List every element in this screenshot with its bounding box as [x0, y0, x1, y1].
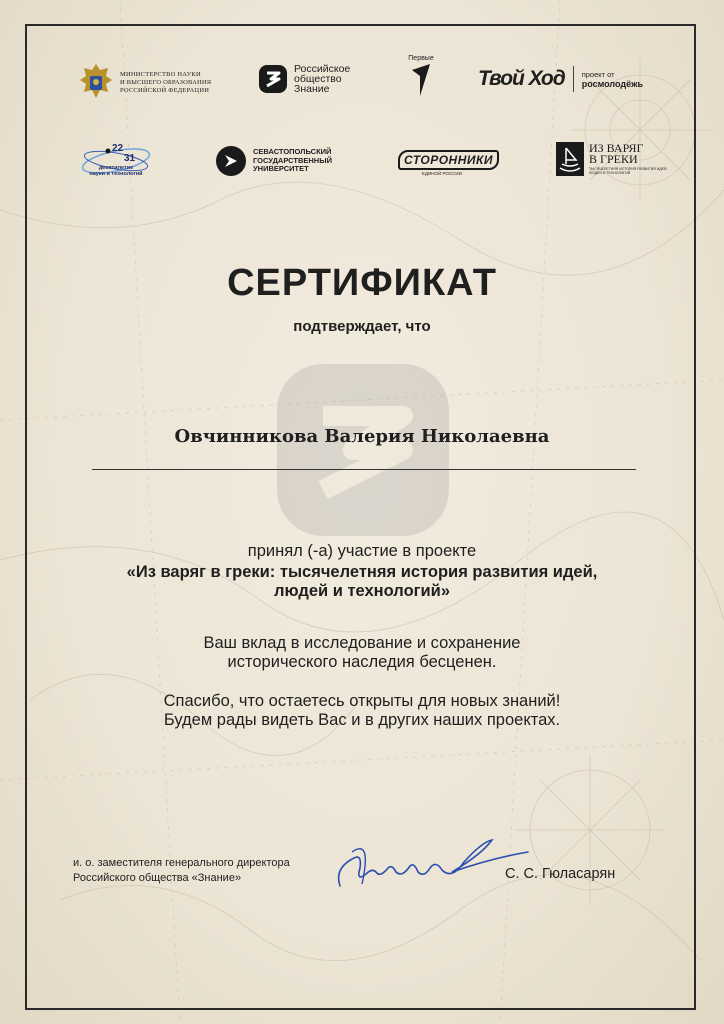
signatory-position-line2: Российского общества «Знание» — [73, 872, 242, 884]
signatory-position-line1: и. о. заместителя генерального директора — [73, 857, 290, 869]
ship-icon — [556, 142, 584, 176]
ministry-name: МИНИСТЕРСТВО НАУКИ И ВЫСШЕГО ОБРАЗОВАНИЯ РОССИЙСКОЙ ФЕДЕРАЦИИ — [120, 71, 212, 94]
varyag-title: ИЗ ВАРЯГ В ГРЕКИ — [589, 141, 644, 166]
znanie-icon — [258, 64, 288, 94]
storonniki-logo — [398, 150, 499, 176]
thanks-line2: Будем рады видеть Вас и в других наших проектах. — [163, 711, 561, 729]
pervye-label: Первые — [408, 55, 434, 62]
rosmolodezh-name: росмолодёжь — [581, 78, 644, 89]
contribution-line1: Ваш вклад в исследование и сохранение — [203, 634, 521, 652]
decade-number-top: 22 — [112, 143, 124, 154]
decade-logo — [80, 141, 152, 183]
participation-text: принял (-а) участие в проекте — [247, 542, 477, 560]
signer-name: С. С. Гюласарян — [505, 866, 616, 882]
decade-number-bottom: 31 — [124, 153, 136, 164]
ministry-logo — [78, 60, 211, 106]
certificate-title: СЕРТИФИКАТ — [227, 262, 497, 304]
varyag-logo — [556, 142, 668, 176]
name-underline — [92, 469, 636, 470]
sevgu-icon — [215, 145, 247, 177]
znanie-name: Российское общество Знание — [294, 63, 351, 95]
pervye-logo — [408, 55, 434, 98]
storonniki-subtext: ЕДИНОЙ РОССИИ — [422, 171, 462, 176]
certificate-subtitle: подтверждает, что — [293, 318, 431, 335]
storonniki-text: СТОРОННИКИ — [398, 150, 499, 170]
signatory-position — [73, 856, 290, 886]
sevgu-logo — [215, 145, 332, 177]
project-title-line1: «Из варяг в греки: тысячелетняя история развития идей, — [126, 563, 598, 581]
recipient-name: Овчинникова Валерия Николаевна — [174, 426, 550, 447]
coat-of-arms-icon — [78, 60, 114, 106]
sevgu-name: СЕВАСТОПОЛЬСКИЙ ГОСУДАРСТВЕННЫЙ УНИВЕРСИТЕТ — [253, 147, 332, 174]
handwritten-signature — [332, 828, 532, 898]
tvoy-hod-text: Твой Ход — [478, 67, 565, 90]
rosmolodezh-caption: проект от — [581, 69, 615, 79]
varyag-subtitle: ТЫСЯЧЕЛЕТНЯЯ ИСТОРИЯ РАЗВИТИЯ ИДЕЙ, ЛЮДЕЙ И ТЕХНОЛОГИЙ — [589, 167, 668, 175]
decade-text: десятилетие науки и технологий — [89, 165, 143, 177]
project-title-line2: людей и технологий» — [274, 582, 450, 600]
contribution-line2: исторического наследия бесценен. — [227, 653, 497, 671]
thanks-line1: Спасибо, что остаетесь открыты для новых знаний! — [163, 692, 561, 710]
rosmolodezh-logo — [582, 70, 643, 89]
tvoy-hod-logo — [478, 66, 643, 92]
znanie-logo — [258, 64, 350, 94]
pervye-icon — [408, 62, 434, 98]
znanie-watermark-icon — [275, 362, 451, 538]
